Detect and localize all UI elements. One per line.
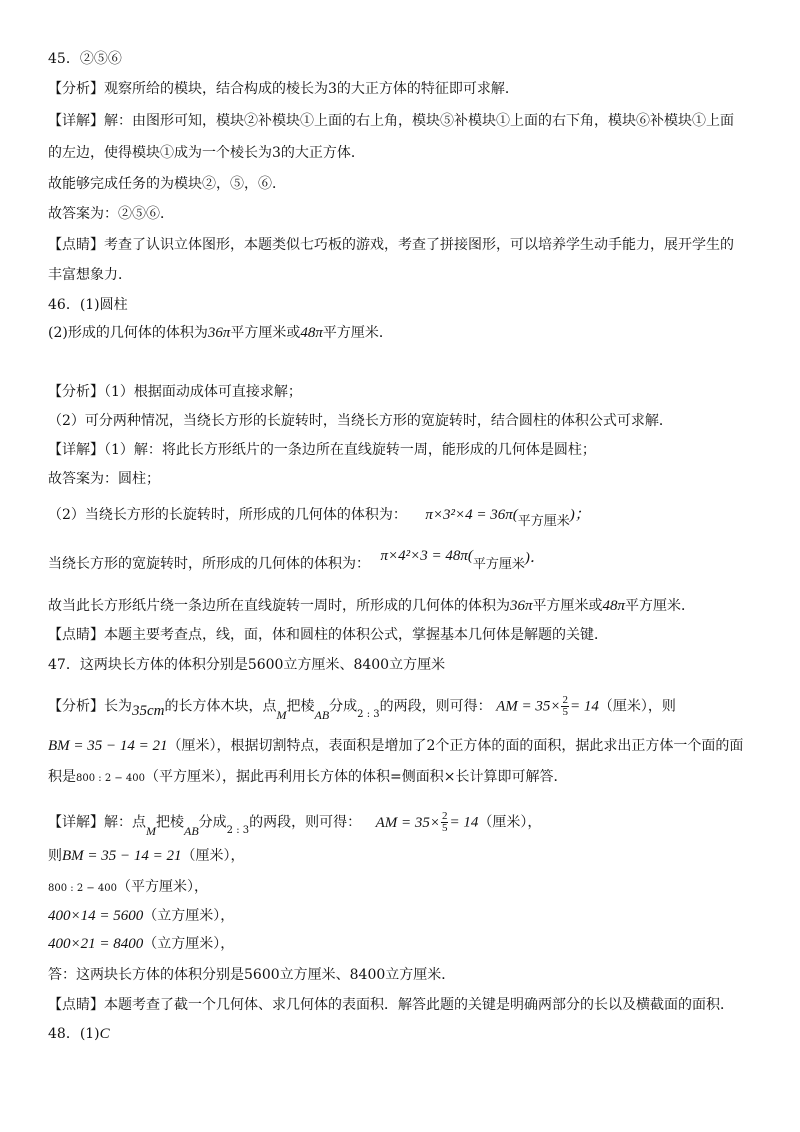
q47-detail-2: 则BM = 35 − 14 = 21（厘米）， — [48, 848, 245, 864]
q45-detail-4: 故答案为：②⑤⑥． — [48, 206, 174, 222]
q46-detail-3: （2）当绕长方形的长旋转时，所形成的几何体的体积为： π×3²×4 = 36π(平方厘米)； — [48, 507, 590, 529]
q47-analysis-2: BM = 35 − 14 = 21（厘米），根据切割特点，表面积是增加了2个正方体的面的面积，据此求出正方体一个面的面 — [48, 738, 744, 754]
q46-formula-width: π×4²×3 = 48π( — [380, 548, 473, 564]
q47-detail-1: 【详解】解：点M把棱AB分成$_{2 : 3}$的两段，则可得： AM = 35× $\frac{2}{5}$ = 14（厘米）， — [48, 810, 542, 838]
q46-detail-1: 【详解】（1）解：将此长方形纸片的一条边所在直线旋转一周，能形成的几何体是圆柱； — [48, 442, 596, 458]
q47-comment: 【点睛】本题考查了截一个几何体、求几何体的表面积．解答此题的关键是明确两部分的长以及横截面的面积． — [48, 997, 734, 1013]
q46-volume-1: 36π — [207, 325, 231, 341]
q47-analysis-1: 【分析】长为35cm的长方体木块，点M把棱AB分成$_{2 : 3}$的两段，则可得： AM = 35× $\frac{2}{5}$ = 14（厘米），则 — [48, 694, 676, 722]
q46-analysis-2: （2）可分两种情况，当绕长方形的长旋转时，当绕长方形的宽旋转时，结合圆柱的体积公式可求解． — [48, 413, 673, 429]
q45-detail-3: 故能够完成任务的为模块②，⑤，⑥． — [48, 176, 286, 192]
q47-detail-4: 400×14 = 5600（立方厘米）， — [48, 908, 235, 924]
q46-detail-4: 当绕长方形的宽旋转时，所形成的几何体的体积为： π×4²×3 = 48π(平方厘米)． — [48, 548, 545, 572]
q47-detail-5: 400×21 = 8400（立方厘米）， — [48, 936, 235, 952]
q46-comment: 【点睛】本题主要考查点，线，面，体和圆柱的体积公式，掌握基本几何体是解题的关键． — [48, 627, 608, 643]
q45-comment-2: 丰富想象力． — [48, 267, 132, 283]
q45-detail-1: 【详解】解：由图形可知，模块②补模块①上面的右上角，模块⑤补模块①上面的右下角，模块⑥补模块①上面 — [48, 113, 734, 129]
q47-detail-3: 800 : 2 − 400（平方厘米）， — [48, 879, 208, 895]
q47-answer-line: 答：这两块长方体的体积分别是5600立方厘米、8400立方厘米． — [48, 967, 456, 983]
q46-answer-2: (2)形成的几何体的体积为36π平方厘米或48π平方厘米． — [48, 325, 393, 341]
q46-answer-1: 46．(1)圆柱 — [48, 297, 128, 313]
q46-analysis-1: 【分析】（1）根据面动成体可直接求解； — [48, 384, 302, 400]
q45-detail-2: 的左边，使得模块①成为一个棱长为3的大正方体． — [48, 145, 365, 161]
q48-answer: 48．(1)C — [48, 1026, 110, 1042]
q47-analysis-3: 积是800 : 2 − 400（平方厘米），据此再利用长方体的体积=侧面积×长计算即可解答． — [48, 769, 568, 785]
q47-answer: 47．这两块长方体的体积分别是5600立方厘米、8400立方厘米 — [48, 657, 446, 673]
q45-analysis: 【分析】观察所给的模块，结合构成的棱长为3的大正方体的特征即可求解． — [48, 81, 519, 97]
q46-formula-length: π×3²×4 = 36π( — [425, 507, 518, 523]
q46-detail-2: 故答案为：圆柱； — [48, 471, 160, 487]
q46-detail-5: 故当此长方形纸片绕一条边所在直线旋转一周时，所形成的几何体的体积为36π平方厘米或48π平方厘米． — [48, 598, 696, 614]
q46-volume-2: 48π — [300, 325, 323, 341]
q45-answer: 45．②⑤⑥ — [48, 51, 122, 67]
q45-comment-1: 【点睛】考查了认识立体图形，本题类似七巧板的游戏，考查了拼接图形，可以培养学生动手能力，展开学生的 — [48, 237, 734, 253]
